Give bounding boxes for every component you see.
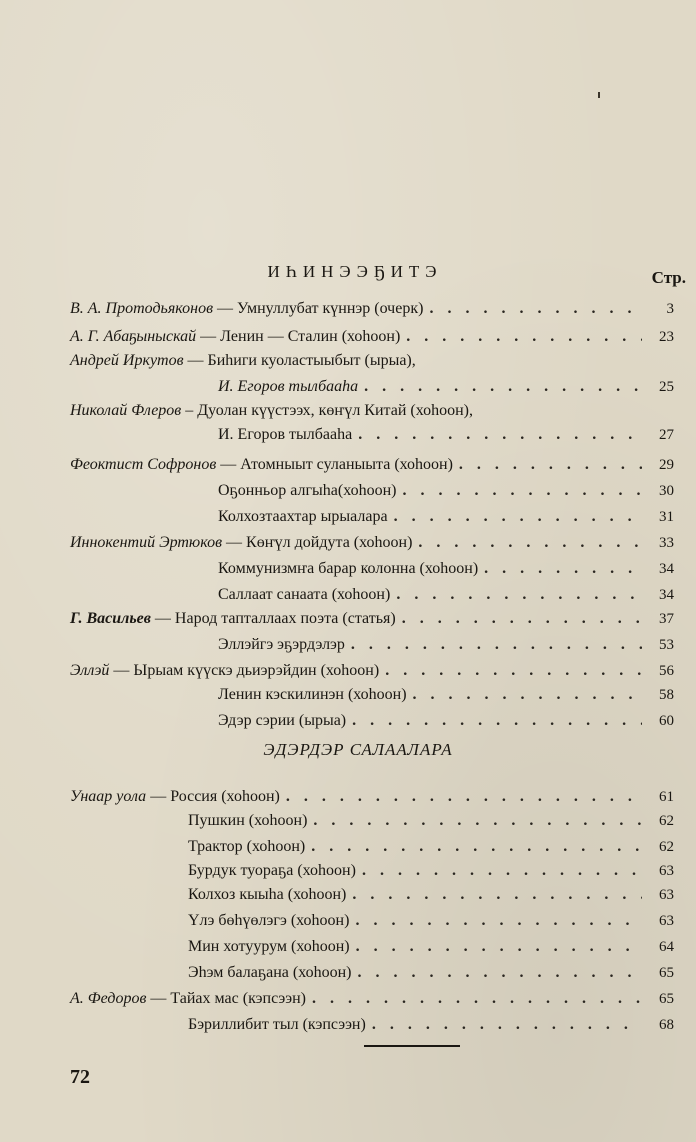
entry-genre: (хоһоон)	[347, 686, 407, 703]
toc-entry	[188, 860, 674, 882]
toc-entry	[218, 584, 674, 606]
entry-title: Пушкин	[188, 812, 245, 829]
author-dash: —	[150, 990, 167, 1007]
contents-title: ИҺИНЭЭҔИТЭ	[267, 262, 443, 281]
leader-dots	[364, 376, 642, 398]
entry-title: Ленин — Сталин	[220, 328, 338, 345]
leader-dots	[355, 910, 642, 932]
entry-page: 58	[659, 687, 674, 703]
entry-title: Эһэм балаҕана	[188, 964, 289, 981]
entry-title: Мин хотуурум	[188, 938, 288, 955]
entry-genre: (хоһоон)	[297, 862, 356, 879]
entry-genre: (хоһоон)	[287, 886, 347, 903]
entry-title: Биһиги куоластыыбыт	[207, 352, 361, 369]
toc-entry	[188, 1014, 674, 1036]
entry-page: 34	[659, 561, 674, 577]
entry-page: 65	[659, 991, 674, 1007]
entry-title: Бэриллибит тыл	[188, 1016, 299, 1033]
leader-dots	[396, 584, 642, 606]
entry-author: В. А. Протодьяконов	[70, 300, 214, 317]
toc-entry	[188, 962, 674, 984]
entry-genre: (очерк)	[374, 300, 424, 317]
toc-entry	[188, 910, 674, 932]
entry-page: 31	[659, 509, 674, 525]
toc-entry	[218, 558, 674, 580]
toc-entry	[188, 884, 674, 906]
toc-entry	[70, 786, 674, 808]
leader-dots	[402, 608, 642, 630]
author-dash: —	[150, 788, 167, 805]
entry-page: 61	[659, 789, 674, 805]
leader-dots	[402, 480, 642, 502]
entry-genre: (кэпсээн)	[302, 1016, 366, 1033]
entry-title: Эллэйгэ эҕэрдэлэр	[218, 636, 345, 653]
entry-page: 63	[659, 863, 674, 879]
entry-author: А. Федоров	[70, 990, 147, 1007]
leader-dots	[313, 810, 642, 832]
entry-genre: (хоһоон)	[419, 560, 479, 577]
entry-page: 63	[659, 887, 674, 903]
entry-page: 29	[659, 457, 674, 473]
toc-entry	[70, 660, 674, 682]
leader-dots	[312, 988, 642, 1010]
leader-dots	[286, 786, 642, 808]
entry-genre: (хоһоон)	[248, 812, 308, 829]
entry-page: 56	[659, 663, 674, 679]
author-dash: —	[217, 300, 234, 317]
ink-speck	[598, 92, 600, 98]
entry-page: 34	[659, 587, 674, 603]
entry-page: 3	[666, 301, 674, 317]
entry-genre: (хоһоон)	[337, 482, 397, 499]
toc-entry	[188, 836, 674, 858]
entry-genre: (хоһоон)	[290, 912, 350, 929]
author-dash: –	[185, 402, 194, 419]
entry-genre: (статья)	[342, 610, 396, 627]
leader-dots	[459, 454, 642, 476]
leader-dots	[352, 884, 642, 906]
section-title: ЭДЭРДЭР САЛААЛАРА	[263, 740, 453, 759]
leader-dots	[484, 558, 642, 580]
toc-entry	[70, 350, 674, 372]
entry-title: И. Егоров тылбааһа	[218, 426, 353, 443]
entry-page: 37	[659, 611, 674, 627]
page-column-label: Стр.	[651, 268, 686, 287]
leader-dots	[362, 860, 642, 882]
entry-author: Николай Флеров	[70, 402, 182, 419]
end-rule	[364, 1045, 460, 1047]
entry-title: Трактор	[188, 838, 243, 855]
entry-author: А. Г. Абаҕыныскай	[70, 328, 197, 345]
toc-entry	[218, 480, 674, 502]
entry-page: 30	[659, 483, 674, 499]
leader-dots	[352, 710, 642, 732]
author-dash: —	[154, 610, 171, 627]
toc-entry	[70, 400, 674, 422]
entry-genre: (хоһоон)	[341, 328, 401, 345]
entry-page: 60	[659, 713, 674, 729]
entry-title: Ырыам күүскэ дьиэрэйдин	[133, 662, 317, 679]
leader-dots	[413, 684, 642, 706]
leader-dots	[372, 1014, 642, 1036]
entry-genre: (хоһоон)	[291, 938, 350, 955]
entry-author: Иннокентий Эртюков	[70, 534, 223, 551]
entry-page: 64	[659, 939, 674, 955]
entry-title: Бурдук туораҕа	[188, 862, 294, 879]
toc-entry	[218, 506, 674, 528]
entry-genre: (ырыа)	[298, 712, 347, 729]
entry-author: Феоктист Софронов	[70, 456, 217, 473]
toc-entry	[70, 326, 674, 348]
entry-author: Унаар уола	[70, 788, 147, 805]
entry-title: Народ тапталлаах поэта	[174, 610, 339, 627]
entry-author: Андрей Иркутов	[70, 352, 184, 369]
entry-genre: (хоһоон)	[331, 586, 391, 603]
entry-title: Атомныыт суланыыта	[240, 456, 391, 473]
leader-dots	[358, 962, 643, 984]
entry-page: 65	[659, 965, 674, 981]
entry-genre: (хоһоон)	[246, 838, 306, 855]
entry-title: Умнуллубат күннэр	[237, 300, 371, 317]
entry-genre: (хоһоон)	[320, 662, 380, 679]
entry-title: Көҥүл дойдута	[246, 534, 350, 551]
entry-title: Коммунизмҥа барар колонна	[218, 560, 416, 577]
author-dash: —	[226, 534, 243, 551]
entry-genre: (хоһоон)	[221, 788, 280, 805]
toc-entry	[70, 532, 674, 554]
entry-title: Дуолан күүстээх, көҥүл Китай	[197, 402, 407, 419]
entry-author: Г. Васильев	[70, 610, 151, 627]
entry-page: 27	[659, 427, 674, 443]
entry-author: Эллэй	[70, 662, 110, 679]
toc-entry	[218, 376, 674, 398]
entry-page: 33	[659, 535, 674, 551]
leader-dots	[429, 298, 642, 320]
leader-dots	[311, 836, 642, 858]
toc-entry	[218, 684, 674, 706]
entry-genre: (кэпсээн)	[242, 990, 306, 1007]
entry-page: 62	[659, 839, 674, 855]
entry-title: И. Егоров тылбааһа	[218, 378, 359, 395]
entry-title: Тайах мас	[170, 990, 239, 1007]
toc-entry	[188, 936, 674, 958]
leader-dots	[406, 326, 642, 348]
entry-page: 23	[659, 329, 674, 345]
entry-genre: (ырыа),	[364, 352, 416, 369]
entry-genre: (хоһоон)	[394, 456, 453, 473]
toc-entry	[70, 608, 674, 630]
author-dash: —	[220, 456, 237, 473]
entry-title: Эдэр сэрии	[218, 712, 295, 729]
page-number: 72	[70, 1066, 90, 1088]
leader-dots	[356, 936, 642, 958]
toc-entry	[70, 298, 674, 320]
toc-entry	[218, 424, 674, 446]
leader-dots	[358, 424, 642, 446]
entry-title: Ленин кэскилинэн	[218, 686, 344, 703]
entry-title: Колхоз кыыһа	[188, 886, 284, 903]
entry-page: 62	[659, 813, 674, 829]
leader-dots	[385, 660, 642, 682]
entry-page: 63	[659, 913, 674, 929]
entry-title: Үлэ бөһүөлэгэ	[188, 912, 287, 929]
entry-title: Оҕонньор алгыһа	[218, 482, 338, 499]
entry-title: Россия	[170, 788, 218, 805]
toc-entry	[70, 454, 674, 476]
leader-dots	[394, 506, 642, 528]
entry-page: 53	[659, 637, 674, 653]
entry-genre: (хоһоон),	[410, 402, 473, 419]
entry-title: Колхозтаахтар ырыалара	[218, 508, 388, 525]
leader-dots	[351, 634, 642, 656]
author-dash: —	[200, 328, 217, 345]
toc-entry	[70, 988, 674, 1010]
entry-page: 68	[659, 1017, 674, 1033]
toc-entry	[218, 634, 674, 656]
leader-dots	[418, 532, 642, 554]
author-dash: —	[113, 662, 130, 679]
toc-entry	[188, 810, 674, 832]
entry-page: 25	[659, 379, 674, 395]
entry-title: Саллаат санаата	[218, 586, 328, 603]
entry-genre: (хоһоон)	[292, 964, 352, 981]
author-dash: —	[187, 352, 204, 369]
toc-entry	[218, 710, 674, 732]
entry-genre: (хоһоон)	[353, 534, 413, 551]
